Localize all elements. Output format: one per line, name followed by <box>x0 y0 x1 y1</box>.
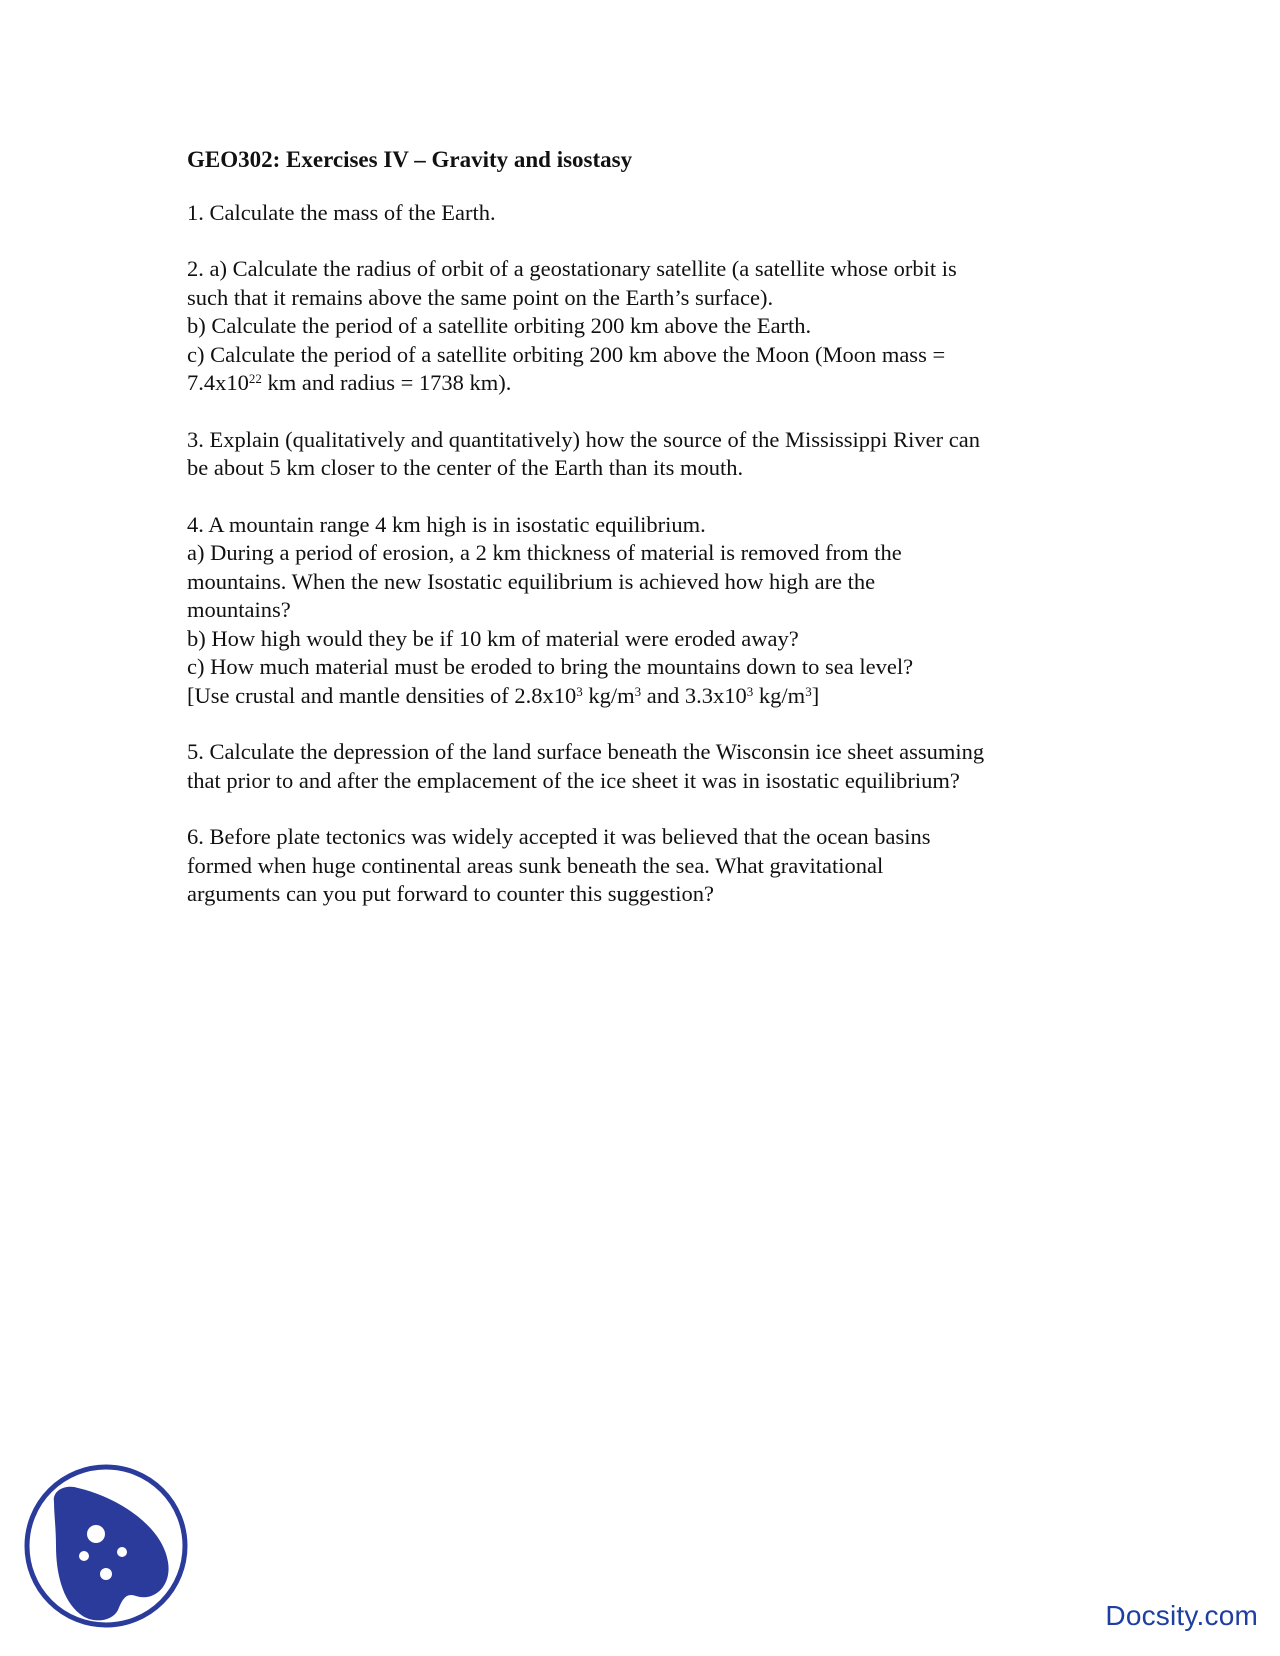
question-6-line: arguments can you put forward to counter this suggestion? <box>187 881 714 906</box>
question-4-line: a) During a period of erosion, a 2 km thickness of material is removed from the <box>187 540 902 565</box>
text-fragment: [Use crustal and mantle densities of 2.8x10 <box>187 682 577 708</box>
question-4-line: 4. A mountain range 4 km high is in isostatic equilibrium. <box>187 511 706 537</box>
superscript: 3 <box>576 683 583 699</box>
superscript: 22 <box>248 371 262 386</box>
question-1-line: 1. Calculate the mass of the Earth. <box>187 199 496 225</box>
question-4-line: mountains. When the new Isostatic equilibrium is achieved how high are the <box>187 568 876 594</box>
superscript: 3 <box>746 683 754 699</box>
docsity-brand-text[interactable]: Docsity.com <box>1105 1600 1258 1631</box>
superscript: 3 <box>634 683 642 699</box>
question-2-line: c) Calculate the period of a satellite orbiting 200 km above the Moon (Moon mass = <box>187 341 946 367</box>
text-fragment: and 3.3x10 <box>641 682 747 708</box>
question-2-line <box>187 369 1107 398</box>
question-5-line: that prior to and after the emplacement of the ice sheet it was in isostatic equilibrium? <box>187 767 960 793</box>
question-2-line: such that it remains above the same point on the Earth’s surface). <box>187 284 774 310</box>
question-6-line: 6. Before plate tectonics was widely accepted it was believed that the ocean basins <box>187 824 931 849</box>
question-1 <box>187 199 1107 228</box>
question-3 <box>187 426 1107 483</box>
document-title: GEO302: Exercises IV – Gravity and isostasy <box>187 147 633 172</box>
question-2 <box>187 255 1107 398</box>
document-content <box>187 146 1107 937</box>
question-2-line: 2. a) Calculate the radius of orbit of a geostationary satellite (a satellite whose orbit is <box>187 256 957 281</box>
text-fragment: ] <box>811 682 820 708</box>
question-5-line: 5. Calculate the depression of the land surface beneath the Wisconsin ice sheet assuming <box>187 739 985 764</box>
text-fragment: kg/m <box>582 682 635 708</box>
text-fragment: kg/m <box>753 682 806 708</box>
question-4 <box>187 511 1107 711</box>
question-4-line: b) How high would they be if 10 km of material were eroded away? <box>187 625 799 651</box>
question-3-line: be about 5 km closer to the center of the Earth than its mouth. <box>187 455 744 480</box>
question-4-line <box>187 682 1107 711</box>
question-2-line: b) Calculate the period of a satellite orbiting 200 km above the Earth. <box>187 313 812 338</box>
question-4-line: c) How much material must be eroded to bring the mountains down to sea level? <box>187 654 914 679</box>
question-4-line: mountains? <box>187 597 291 622</box>
question-3-line: 3. Explain (qualitatively and quantitatively) how the source of the Mississippi River can <box>187 426 980 452</box>
text-fragment: km and radius = 1738 km). <box>261 370 512 395</box>
question-6 <box>187 823 1107 909</box>
question-6-line: formed when huge continental areas sunk beneath the sea. What gravitational <box>187 852 884 878</box>
docsity-logo-icon <box>22 1462 190 1630</box>
superscript: 3 <box>805 683 812 699</box>
text-fragment: 7.4x10 <box>187 370 249 395</box>
question-5 <box>187 738 1107 795</box>
